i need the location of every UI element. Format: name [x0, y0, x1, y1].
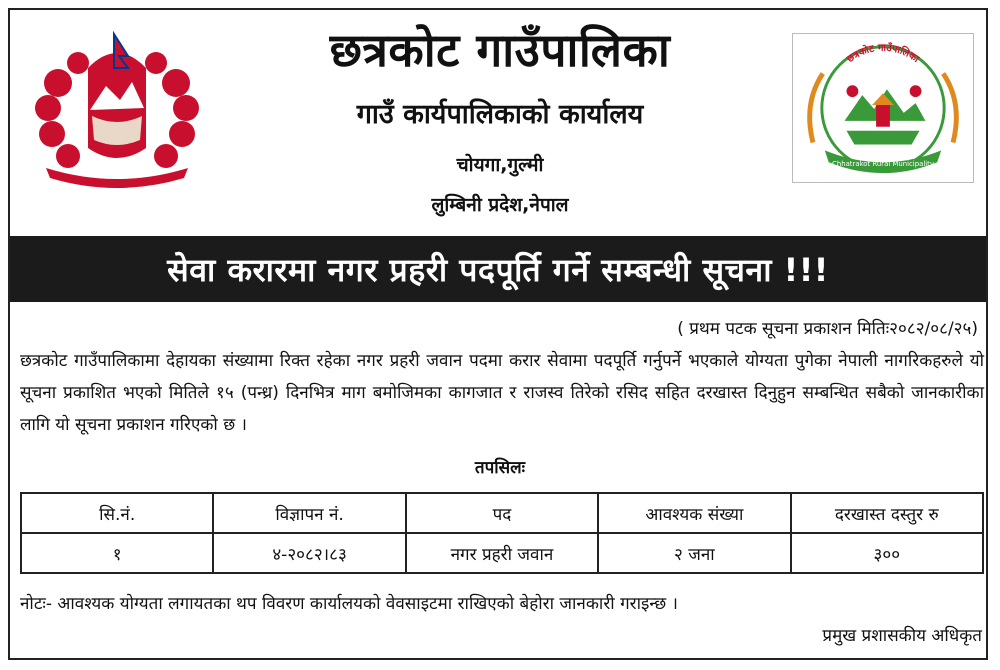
cell-post: नगर प्रहरी जवान — [406, 533, 598, 573]
vacancy-table — [20, 492, 984, 574]
notice-heading: सेवा करारमा नगर प्रहरी पदपूर्ति गर्ने सम्बन्धी सूचना !!! — [167, 250, 829, 289]
col-post-header: पद — [406, 493, 598, 533]
nepal-emblem-icon — [28, 28, 206, 188]
footer-note: नोटः- आवश्यक योग्यता लगायतका थप विवरण कार्यालयको वेवसाइटमा राखिएको बेहोरा जानकारी गराइन्छ । — [20, 594, 678, 614]
details-label: तपसिलः — [474, 458, 526, 478]
col-required-count-header: आवश्यक संख्या — [598, 493, 790, 533]
logo-bottom-text: Chhatrakot Rural Municipality — [832, 160, 934, 169]
table-row — [21, 533, 983, 573]
municipality-logo-icon — [792, 33, 974, 183]
logo-arc-text: छत्रकोट गाउँपालिका — [845, 42, 921, 66]
col-serial-header: सि.नं. — [21, 493, 213, 533]
signatory-title: प्रमुख प्रशासकीय अधिकृत — [822, 626, 982, 646]
table-header-row — [21, 493, 983, 533]
cell-fee: ३०० — [791, 533, 983, 573]
municipality-title: छत्रकोट गाउँपालिका — [329, 23, 671, 77]
notice-heading-banner — [10, 236, 986, 302]
col-ad-number-header: विज्ञापन नं. — [213, 493, 405, 533]
cell-ad-number: ४-२०८२।८३ — [213, 533, 405, 573]
office-subtitle: गाउँ कार्यपालिकाको कार्यालय — [356, 99, 644, 130]
publication-date: ( प्रथम पटक सूचना प्रकाशन मितिः२०८२/०८/२५) — [677, 319, 978, 339]
cell-required-count: २ जना — [598, 533, 790, 573]
address-line-2: लुम्बिनी प्रदेश,नेपाल — [431, 194, 569, 216]
notice-body: छत्रकोट गाउँपालिकामा देहायका संख्यामा रिक्त रहेका नगर प्रहरी जवान पदमा करार सेवामा पदपूर्ति गर्नुपर्ने भएकाले योग्यता पुगेका नेपाली नागरिकहरुले यो सूचना प्रकाशित भएको मितिले १५ (पन्ध्र) दिनभित्र माग बमोजिमका कागजात र राजस्व तिरेको रसिद सहित दरखास्त दिनुहुन सम्बन्धित सबैको जानकारीका लागि यो सूचना प्रकाशन गरिएको छ । — [20, 351, 984, 435]
col-fee-header: दरखास्त दस्तुर रु — [791, 493, 983, 533]
address-line-1: चोयगा,गुल्मी — [456, 154, 544, 176]
cell-serial: १ — [21, 533, 213, 573]
